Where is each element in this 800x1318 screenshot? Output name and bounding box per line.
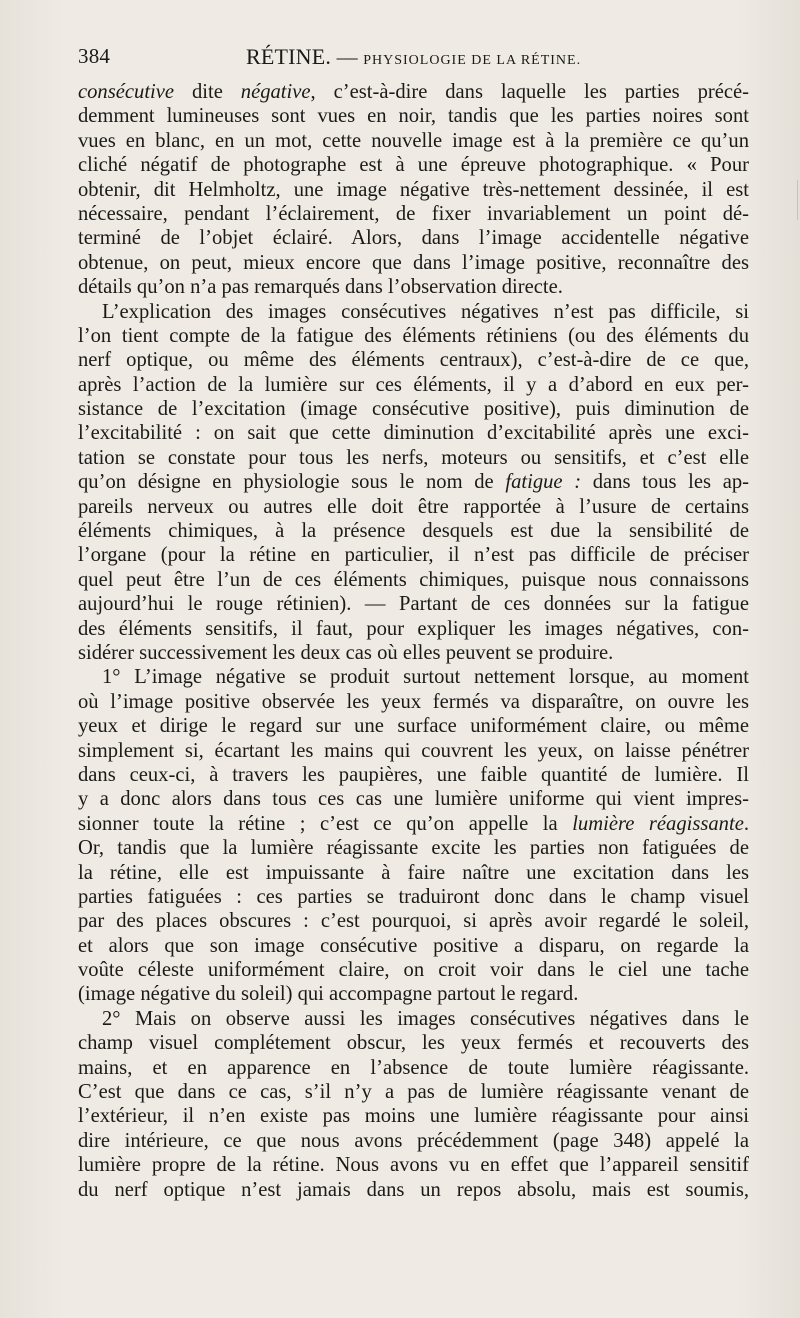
text-line: du nerf optique n’est jamais dans un repos absolu, mais est soumis, bbox=[78, 1178, 749, 1201]
text-line: obtenue, on peut, mieux encore que dans l’image positive, reconnaître des bbox=[78, 251, 749, 274]
text-line: l’on tient compte de la fatigue des éléments rétiniens (ou des éléments du bbox=[78, 324, 749, 347]
text-line: l’extérieur, il n’en existe pas moins une lumière réagissante pour ainsi bbox=[78, 1105, 749, 1128]
text-line: consécutive dite négative, c’est-à-dire dans laquelle les parties précé- bbox=[78, 81, 749, 103]
text-line: détails qu’on n’a pas remarqués dans l’observation directe. bbox=[78, 276, 563, 299]
chapter-title: RÉTINE. bbox=[246, 44, 332, 69]
text-line: nerf optique, ou même des éléments centraux), c’est-à-dire de ce que, bbox=[78, 349, 749, 372]
running-header bbox=[78, 44, 748, 74]
text-line: aujourd’hui le rouge rétinien). — Partant de ces données sur la fatigue bbox=[78, 593, 749, 616]
text-line: C’est que dans ce cas, s’il n’y a pas de lumière réagissante venant de bbox=[78, 1081, 749, 1104]
text-line: terminé de l’objet éclairé. Alors, dans l’image accidentelle négative bbox=[78, 227, 749, 250]
running-title bbox=[246, 44, 581, 70]
text-line: 1° L’image négative se produit surtout nettement lorsque, au moment bbox=[102, 666, 749, 689]
text-line: par des places obscures : c’est pourquoi, si après avoir regardé le soleil, bbox=[78, 910, 749, 933]
text-line: sionner toute la rétine ; c’est ce qu’on appelle la lumière réagissante. bbox=[78, 812, 749, 835]
text-line: l’excitabilité : on sait que cette diminution d’excitabilité après une exci- bbox=[78, 422, 749, 445]
text-line: où l’image positive observée les yeux fermés va disparaître, on ouvre les bbox=[78, 690, 749, 713]
text-line: mains, et en apparence en l’absence de toute lumière réagissante. bbox=[78, 1056, 749, 1079]
text-line: des éléments sensitifs, il faut, pour expliquer les images négatives, con- bbox=[78, 617, 749, 640]
text-line: simplement si, écartant les mains qui couvrent les yeux, on laisse pénétrer bbox=[78, 739, 749, 762]
body-text bbox=[78, 80, 749, 1202]
text-line: cliché négatif de photographe est à une épreuve photographique. « Pour bbox=[78, 154, 749, 177]
text-line: et alors que son image consécutive positive a disparu, on regarde la bbox=[78, 934, 749, 957]
text-line: yeux et dirige le regard sur une surface uniformément claire, ou même bbox=[78, 715, 749, 738]
text-line: qu’on désigne en physiologie sous le nom de fatigue : dans tous les ap- bbox=[78, 471, 749, 494]
text-line: pareils nerveux ou autres elle doit être rapportée à l’usure de certains bbox=[78, 495, 749, 518]
text-line: Or, tandis que la lumière réagissante excite les parties non fatiguées de bbox=[78, 837, 749, 860]
text-line: sidérer successivement les deux cas où elles peuvent se produire. bbox=[78, 641, 614, 664]
text-line: demment lumineuses sont vues en noir, tandis que les parties noires sont bbox=[78, 105, 749, 128]
page-number: 384 bbox=[78, 44, 111, 68]
text-line: champ visuel complétement obscur, les yeux fermés et recouverts des bbox=[78, 1032, 749, 1055]
title-separator: — bbox=[336, 45, 358, 69]
text-line: sistance de l’excitation (image consécutive positive), puis diminution de bbox=[78, 398, 749, 421]
text-line: lumière propre de la rétine. Nous avons vu en effet que l’appareil sensitif bbox=[78, 1154, 749, 1177]
text-line: dans ceux-ci, à travers les paupières, une faible quantité de lumière. Il bbox=[78, 763, 749, 786]
text-line: nécessaire, pendant l’éclairement, de fixer invariablement un point dé- bbox=[78, 202, 749, 225]
text-line: quel peut être l’un de ces éléments chimiques, puisque nous connaissons bbox=[78, 568, 749, 591]
page-edge-mark bbox=[797, 180, 798, 220]
text-line: voûte céleste uniformément claire, on croit voir dans le ciel une tache bbox=[78, 959, 749, 982]
text-line: après l’action de la lumière sur ces éléments, il y a d’abord en eux per- bbox=[78, 373, 749, 396]
text-line: vues en blanc, en un mot, cette nouvelle image est à la première ce qu’un bbox=[78, 129, 749, 152]
section-title: PHYSIOLOGIE DE LA RÉTINE. bbox=[363, 53, 582, 68]
text-line: la rétine, elle est impuissante à faire naître une excitation dans les bbox=[78, 861, 749, 884]
text-line: l’organe (pour la rétine en particulier, il n’est pas difficile de préciser bbox=[78, 544, 749, 567]
text-line: y a donc alors dans tous ces cas une lumière uniforme qui vient impres- bbox=[78, 788, 749, 811]
text-line: éléments chimiques, à la présence desquels est due la sensibilité de bbox=[78, 520, 749, 543]
text-line: dire intérieure, ce que nous avons précédemment (page 348) appelé la bbox=[78, 1129, 749, 1152]
text-line: obtenir, dit Helmholtz, une image négative très-nettement dessinée, il est bbox=[78, 178, 749, 201]
text-line: L’explication des images consécutives négatives n’est pas difficile, si bbox=[102, 300, 749, 323]
text-line: parties fatiguées : ces parties se traduiront donc dans le champ visuel bbox=[78, 885, 749, 908]
text-line: (image négative du soleil) qui accompagne partout le regard. bbox=[78, 983, 579, 1006]
text-line: 2° Mais on observe aussi les images consécutives négatives dans le bbox=[102, 1007, 749, 1030]
text-line: tation se constate pour tous les nerfs, moteurs ou sensitifs, et c’est elle bbox=[78, 446, 749, 469]
